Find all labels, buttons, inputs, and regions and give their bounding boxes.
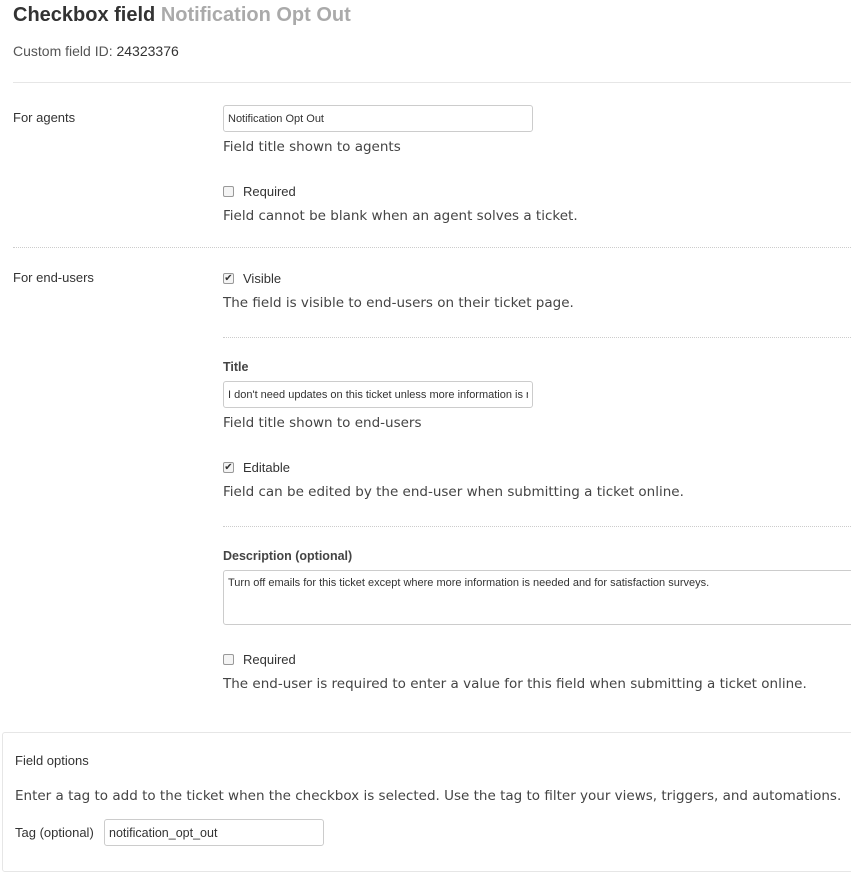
visible-hint: The field is visible to end-users on their ticket page. bbox=[223, 295, 574, 311]
editable-checkbox[interactable] bbox=[223, 462, 234, 473]
agent-required-checkbox[interactable] bbox=[223, 186, 234, 197]
field-options-title: Field options bbox=[15, 753, 89, 768]
header-divider bbox=[13, 82, 851, 83]
editable-divider bbox=[223, 526, 851, 527]
end-user-required-checkbox[interactable] bbox=[223, 654, 234, 665]
editable-label[interactable]: Editable bbox=[243, 460, 290, 475]
page-title bbox=[13, 4, 351, 27]
page-title-type: Checkbox field bbox=[13, 4, 156, 26]
agent-title-input[interactable] bbox=[223, 105, 533, 132]
checkmark-icon: ✔ bbox=[224, 461, 233, 473]
agent-required-checkbox-row[interactable] bbox=[223, 184, 296, 199]
agent-title-hint: Field title shown to agents bbox=[223, 139, 401, 155]
tag-label: Tag (optional) bbox=[15, 825, 94, 840]
agents-divider bbox=[13, 247, 851, 248]
tag-input[interactable] bbox=[104, 819, 324, 846]
agent-required-hint: Field cannot be blank when an agent solves a ticket. bbox=[223, 208, 578, 224]
description-textarea[interactable] bbox=[223, 570, 851, 625]
custom-field-id bbox=[13, 43, 179, 59]
custom-field-id-label: Custom field ID: bbox=[13, 43, 113, 59]
visible-checkbox-row[interactable] bbox=[223, 271, 281, 286]
editable-checkbox-row[interactable] bbox=[223, 460, 290, 475]
custom-field-id-value: 24323376 bbox=[116, 43, 179, 59]
visible-label[interactable]: Visible bbox=[243, 271, 282, 286]
editable-hint: Field can be edited by the end-user when submitting a ticket online. bbox=[223, 484, 684, 500]
field-options-description: Enter a tag to add to the ticket when the checkbox is selected. Use the tag to filter your views, triggers, and automations. bbox=[15, 788, 842, 804]
visible-checkbox[interactable] bbox=[223, 273, 234, 284]
end-user-required-hint: The end-user is required to enter a value for this field when submitting a ticket online. bbox=[223, 676, 807, 692]
end-user-title-label: Title bbox=[223, 360, 249, 374]
checkmark-icon: ✔ bbox=[224, 272, 233, 284]
end-user-title-hint: Field title shown to end-users bbox=[223, 415, 422, 431]
end-user-required-checkbox-row[interactable] bbox=[223, 652, 296, 667]
description-label: Description (optional) bbox=[223, 549, 353, 563]
end-user-title-input[interactable] bbox=[223, 381, 533, 408]
visible-divider bbox=[223, 337, 851, 338]
end-user-required-label[interactable]: Required bbox=[243, 652, 296, 667]
page-title-name: Notification Opt Out bbox=[160, 4, 351, 26]
for-end-users-label: For end-users bbox=[13, 270, 94, 285]
for-agents-label: For agents bbox=[13, 110, 76, 125]
agent-required-label[interactable]: Required bbox=[243, 184, 296, 199]
